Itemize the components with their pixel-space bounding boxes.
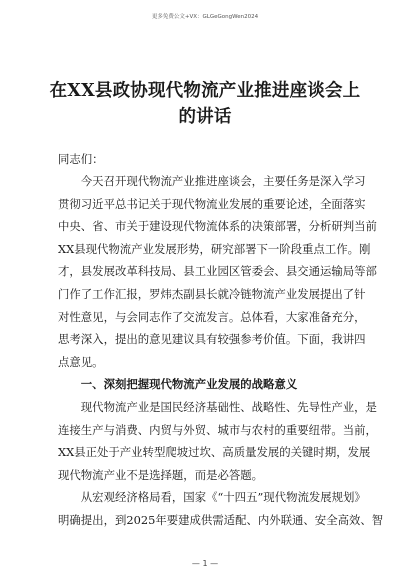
- paragraph-line: 中央、省、市关于建设现代物流体系的决策部署，分析研判当前: [58, 219, 377, 234]
- paragraph-line: 对性意见，与会同志作了交流发言。总体看，大家准备充分，: [58, 309, 366, 324]
- paragraph-line: 门作了工作汇报，罗炜杰副县长就冷链物流产业发展提出了针: [58, 286, 366, 301]
- paragraph-line: XX县现代物流产业发展形势，研究部署下一阶段重点工作。刚: [58, 241, 371, 256]
- paragraph-line: 今天召开现代物流产业推进座谈会，主要任务是深入学习: [58, 174, 366, 188]
- paragraph-line: 连接生产与消费、内贸与外贸、城市与农村的重要纽带。当前，: [58, 422, 377, 437]
- document-title: [30, 78, 380, 130]
- paragraph-line: 贯彻习近平总书记关于现代物流业发展的重要论述，全面落实: [58, 196, 366, 211]
- section-heading: 一、深刻把握现代物流产业发展的战略意义: [58, 377, 298, 392]
- paragraph-line: 从宏观经济格局看，国家《“十四五”现代物流发展规划》: [58, 490, 366, 505]
- paragraph-line: 现代物流产业不是选择题，而是必答题。: [58, 467, 264, 482]
- header-watermark: 更多免费公文+VX：GLGeGongWen2024: [151, 14, 259, 20]
- paragraph-line: 点意见。: [58, 354, 104, 369]
- page-number: — 1 —: [191, 559, 219, 568]
- paragraph-line: 才，县发展改革科技局、县工业园区管委会、县交通运输局等部: [58, 264, 377, 279]
- paragraph-line: XX县正处于产业转型爬坡过坎、高质量发展的关键时期，发展: [58, 445, 371, 460]
- paragraph-line: 现代物流产业是国民经济基础性、战略性、先导性产业，是: [58, 399, 377, 414]
- title-line-2: 的讲话: [178, 107, 232, 127]
- title-line-1: 在XX县政协现代物流产业推进座谈会上: [49, 81, 361, 101]
- paragraph-line: 明确提出，到2025年要建成供需适配、内外联通、安全高效、智: [58, 512, 384, 527]
- salutation: 同志们：: [58, 152, 104, 166]
- document-body: [58, 170, 384, 532]
- paragraph-line: 思考深入，提出的意见建议具有较强参考价值。下面，我讲四: [58, 332, 366, 347]
